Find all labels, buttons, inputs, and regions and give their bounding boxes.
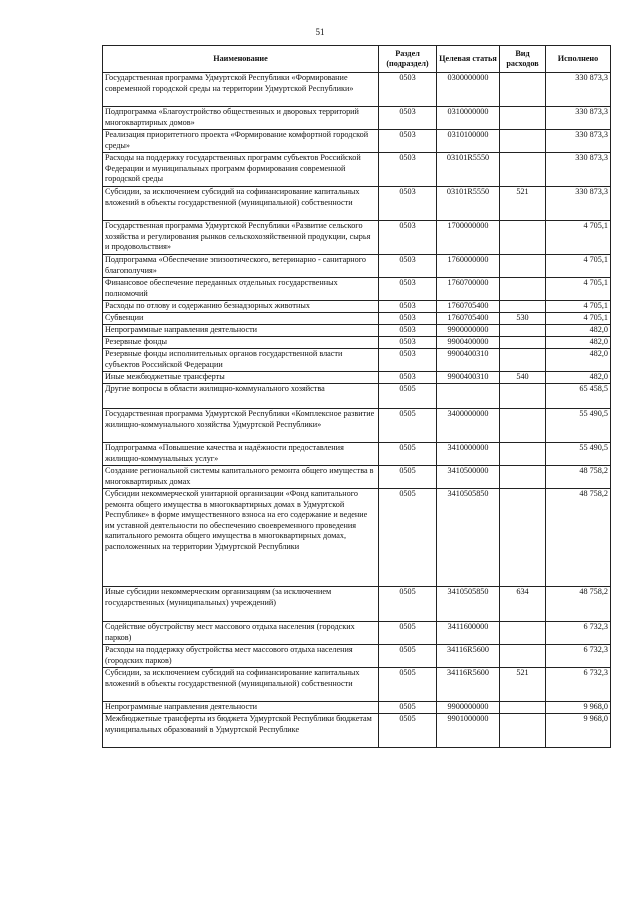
cell-section: 0505: [379, 489, 437, 587]
cell-article: 3410500000: [437, 466, 500, 489]
cell-article: 1760700000: [437, 278, 500, 301]
cell-section: 0503: [379, 278, 437, 301]
cell-name: Субвенции: [103, 313, 379, 325]
table-row: [103, 349, 611, 372]
cell-kind: [500, 714, 546, 748]
table-row: [103, 645, 611, 668]
cell-kind: 634: [500, 587, 546, 622]
cell-section: 0505: [379, 622, 437, 645]
cell-section: 0503: [379, 107, 437, 130]
cell-article: 1760000000: [437, 255, 500, 278]
cell-kind: [500, 622, 546, 645]
page-number: 51: [315, 27, 325, 37]
cell-article: 34116R5600: [437, 668, 500, 702]
table-row: [103, 409, 611, 443]
table-row: [103, 384, 611, 409]
cell-name: Создание региональной системы капитального ремонта общего имущества в многоквартирных домах: [103, 466, 379, 489]
cell-amount: 330 873,3: [546, 73, 611, 107]
cell-article: 9900000000: [437, 325, 500, 337]
table-row: [103, 255, 611, 278]
table-row: [103, 443, 611, 466]
cell-kind: [500, 221, 546, 255]
cell-kind: [500, 278, 546, 301]
cell-kind: [500, 466, 546, 489]
cell-section: 0503: [379, 313, 437, 325]
cell-amount: 48 758,2: [546, 489, 611, 587]
header-section: Раздел (подраздел): [379, 46, 437, 73]
cell-section: 0503: [379, 130, 437, 153]
cell-amount: 55 490,5: [546, 443, 611, 466]
cell-article: 1760705400: [437, 313, 500, 325]
cell-amount: 330 873,3: [546, 153, 611, 187]
cell-section: 0505: [379, 702, 437, 714]
cell-article: 03101R5550: [437, 153, 500, 187]
table-row: [103, 153, 611, 187]
cell-kind: [500, 489, 546, 587]
cell-article: 9901000000: [437, 714, 500, 748]
cell-section: 0503: [379, 337, 437, 349]
cell-amount: 6 732,3: [546, 622, 611, 645]
cell-section: 0503: [379, 301, 437, 313]
cell-article: 9900400310: [437, 372, 500, 384]
cell-amount: 4 705,1: [546, 301, 611, 313]
cell-name: Подпрограмма «Обеспечение эпизоотического, ветеринарно - санитарного благополучия»: [103, 255, 379, 278]
cell-section: 0505: [379, 384, 437, 409]
cell-amount: 9 968,0: [546, 714, 611, 748]
cell-name: Подпрограмма «Благоустройство общественных и дворовых территорий многоквартирных домов»: [103, 107, 379, 130]
cell-section: 0505: [379, 645, 437, 668]
cell-section: 0505: [379, 668, 437, 702]
table-row: [103, 489, 611, 587]
cell-amount: 6 732,3: [546, 645, 611, 668]
cell-kind: 540: [500, 372, 546, 384]
cell-amount: 4 705,1: [546, 255, 611, 278]
cell-article: 3400000000: [437, 409, 500, 443]
cell-article: 3411600000: [437, 622, 500, 645]
cell-name: Непрограммные направления деятельности: [103, 325, 379, 337]
table-row: [103, 337, 611, 349]
cell-kind: [500, 301, 546, 313]
cell-amount: 4 705,1: [546, 313, 611, 325]
header-amount: Исполнено: [546, 46, 611, 73]
cell-amount: 482,0: [546, 349, 611, 372]
table-row: [103, 130, 611, 153]
cell-kind: [500, 702, 546, 714]
cell-section: 0503: [379, 221, 437, 255]
cell-amount: 330 873,3: [546, 107, 611, 130]
cell-name: Содействие обустройству мест массового отдыха населения (городских парков): [103, 622, 379, 645]
cell-amount: 330 873,3: [546, 130, 611, 153]
cell-name: Реализация приоритетного проекта «Формирование комфортной городской среды»: [103, 130, 379, 153]
table-row: [103, 466, 611, 489]
cell-kind: 521: [500, 187, 546, 221]
cell-name: Расходы на поддержку обустройства мест массового отдыха населения (городских парков): [103, 645, 379, 668]
cell-name: Резервные фонды исполнительных органов государственной власти субъектов Российской Федерации: [103, 349, 379, 372]
cell-section: 0503: [379, 325, 437, 337]
cell-name: Межбюджетные трансферты из бюджета Удмуртской Республики бюджетам муниципальных образований в Удмуртской Республике: [103, 714, 379, 748]
cell-amount: 6 732,3: [546, 668, 611, 702]
cell-article: 3410000000: [437, 443, 500, 466]
cell-kind: [500, 409, 546, 443]
table-row: [103, 278, 611, 301]
cell-amount: 482,0: [546, 337, 611, 349]
cell-article: 9900000000: [437, 702, 500, 714]
cell-kind: [500, 645, 546, 668]
table-header-row: [103, 46, 611, 73]
cell-amount: 482,0: [546, 325, 611, 337]
cell-name: Расходы на поддержку государственных программ субъектов Российской Федерации и муниципальных программ формирования современной городской среды: [103, 153, 379, 187]
cell-section: 0505: [379, 714, 437, 748]
cell-amount: 65 458,5: [546, 384, 611, 409]
cell-article: 3410505850: [437, 587, 500, 622]
cell-amount: 48 758,2: [546, 466, 611, 489]
cell-amount: 330 873,3: [546, 187, 611, 221]
cell-kind: 530: [500, 313, 546, 325]
cell-section: 0503: [379, 153, 437, 187]
cell-kind: [500, 349, 546, 372]
table-row: [103, 587, 611, 622]
cell-article: 1760705400: [437, 301, 500, 313]
table-row: [103, 325, 611, 337]
cell-article: 0310100000: [437, 130, 500, 153]
table-row: [103, 372, 611, 384]
cell-name: Расходы по отлову и содержанию безнадзорных животных: [103, 301, 379, 313]
cell-kind: [500, 107, 546, 130]
header-kind: Вид расходов: [500, 46, 546, 73]
cell-section: 0505: [379, 409, 437, 443]
table-row: [103, 107, 611, 130]
cell-article: 9900400000: [437, 337, 500, 349]
cell-kind: [500, 73, 546, 107]
cell-kind: [500, 325, 546, 337]
cell-kind: [500, 153, 546, 187]
cell-name: Резервные фонды: [103, 337, 379, 349]
cell-kind: [500, 337, 546, 349]
cell-amount: 48 758,2: [546, 587, 611, 622]
cell-name: Финансовое обеспечение переданных отдельных государственных полномочий: [103, 278, 379, 301]
cell-section: 0503: [379, 73, 437, 107]
cell-article: 0300000000: [437, 73, 500, 107]
cell-name: Иные субсидии некоммерческим организациям (за исключением государственных (муниципальных) учреждений): [103, 587, 379, 622]
cell-name: Иные межбюджетные трансферты: [103, 372, 379, 384]
table-row: [103, 622, 611, 645]
cell-amount: 55 490,5: [546, 409, 611, 443]
cell-section: 0503: [379, 349, 437, 372]
cell-section: 0503: [379, 372, 437, 384]
cell-name: Субсидии, за исключением субсидий на софинансирование капитальных вложений в объекты государственной (муниципальной) собственности: [103, 187, 379, 221]
cell-name: Субсидии, за исключением субсидий на софинансирование капитальных вложений в объекты государственной (муниципальной) собственности: [103, 668, 379, 702]
cell-amount: 4 705,1: [546, 221, 611, 255]
cell-section: 0505: [379, 466, 437, 489]
cell-amount: 4 705,1: [546, 278, 611, 301]
cell-article: 34116R5600: [437, 645, 500, 668]
table-row: [103, 313, 611, 325]
cell-article: 0310000000: [437, 107, 500, 130]
header-name: Наименование: [103, 46, 379, 73]
cell-name: Субсидии некоммерческой унитарной организации «Фонд капитального ремонта общего имущества в многоквартирных домах в Удмуртской Республике» в форме имущественного взноса на его содержание и ведение им уставной деятельности по обеспечению своевременного проведения капитального ремонта общего имущества в многоквартирных домах, расположенных на территории Удмуртской Республики: [103, 489, 379, 587]
cell-name: Подпрограмма «Повышение качества и надёжности предоставления жилищно-коммунальных услуг»: [103, 443, 379, 466]
cell-name: Государственная программа Удмуртской Республики «Развитие сельского хозяйства и регулирования рынков сельскохозяйственной продукции, сырья и продовольствия»: [103, 221, 379, 255]
cell-article: 3410505850: [437, 489, 500, 587]
cell-kind: [500, 384, 546, 409]
table-row: [103, 221, 611, 255]
table-row: [103, 702, 611, 714]
header-article: Целевая статья: [437, 46, 500, 73]
cell-amount: 482,0: [546, 372, 611, 384]
cell-article: 1700000000: [437, 221, 500, 255]
cell-article: 9900400310: [437, 349, 500, 372]
budget-table: [102, 45, 611, 748]
cell-name: Другие вопросы в области жилищно-коммунального хозяйства: [103, 384, 379, 409]
cell-section: 0503: [379, 187, 437, 221]
table-row: [103, 301, 611, 313]
cell-section: 0505: [379, 587, 437, 622]
cell-kind: [500, 130, 546, 153]
table-row: [103, 714, 611, 748]
cell-name: Непрограммные направления деятельности: [103, 702, 379, 714]
cell-section: 0505: [379, 443, 437, 466]
table-row: [103, 73, 611, 107]
cell-kind: [500, 255, 546, 278]
cell-section: 0503: [379, 255, 437, 278]
table-row: [103, 668, 611, 702]
cell-name: Государственная программа Удмуртской Республики «Формирование современной городской среды на территории Удмуртской Республики»: [103, 73, 379, 107]
cell-name: Государственная программа Удмуртской Республики «Комплексное развитие жилищно-коммунального хозяйства Удмуртской Республики»: [103, 409, 379, 443]
cell-kind: [500, 443, 546, 466]
cell-amount: 9 968,0: [546, 702, 611, 714]
cell-article: 03101R5550: [437, 187, 500, 221]
table-row: [103, 187, 611, 221]
cell-article: [437, 384, 500, 409]
cell-kind: 521: [500, 668, 546, 702]
